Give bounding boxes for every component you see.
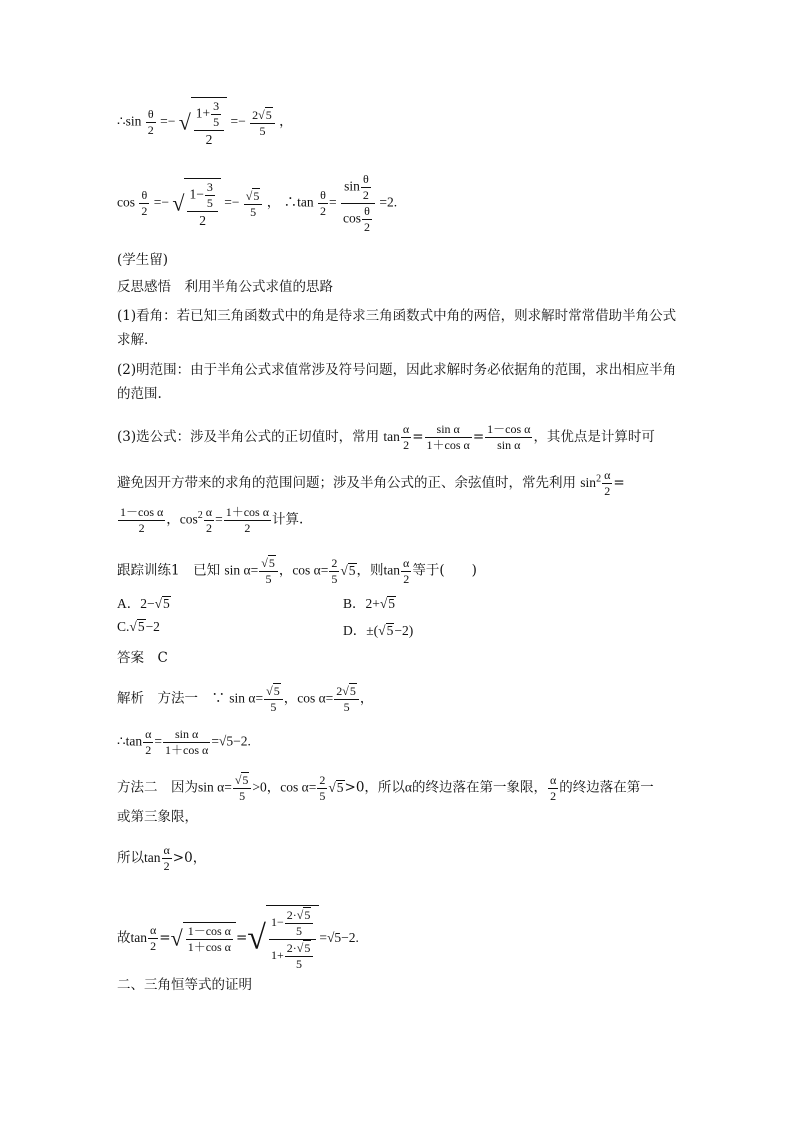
method2: 方法二 因为sin α= $\frac{√5}{5}$ >0，cos α= $\frac{2}{5}$ √5>0，所以α的终边落在第一象限， $\frac{\alpha}{2}$ 的终边落在第一 [117, 772, 654, 803]
1minuscos-over-sin: $\frac{\text{1－cos α}}{\text{sin α}}$ [487, 422, 531, 452]
fraction-root5-over-5: $\frac{√5}{5}$ [244, 188, 263, 220]
alpha-over-2: $\frac{\alpha}{2}$ [403, 555, 410, 586]
then-text: ，则 [356, 562, 384, 579]
fraction-theta-over-2: $\frac{\theta}{2}$ [320, 188, 327, 218]
sin-over-1pluscos: $\frac{\text{sin α}}{\text{1＋cos α}}$ [165, 727, 209, 757]
equals-neg: =− [153, 194, 169, 210]
alpha-over-2: $\frac{\alpha}{2}$ [550, 772, 557, 803]
inner-fraction: 1+ $\frac{3}{5}$ 2 [194, 99, 224, 148]
root5-over-5: $\frac{√5}{5}$ [259, 555, 278, 587]
reflection-p1: (1)看角：若已知三角函数式中的角是待求三角函数式中角的两倍，则求解时常常借助半角公式求解. [117, 308, 677, 348]
fraction-2root5-over-5: $\frac{2√5}{5}$ [250, 107, 275, 139]
1minuscos-over-2: $\frac{\text{1－cos α}}{2}$ [120, 505, 164, 535]
so-suffix: >0， [172, 850, 207, 866]
2root5-over-5: $\frac{2√5}{5}$ [334, 683, 359, 715]
sin-half-theta-line [117, 97, 293, 148]
alpha-over-2: $\frac{\alpha}{2}$ [145, 727, 152, 757]
inner-fraction: 1− $\frac{3}{5}$ 2 [187, 180, 217, 229]
method2-prefix: 方法二 因为 [117, 779, 198, 796]
cos-label: cos [117, 194, 135, 210]
section-heading: 二、三角恒等式的证明 [117, 977, 252, 993]
analysis-text: 解析 方法一 ∵ [117, 690, 225, 707]
tan-label: ∴tan [283, 194, 314, 210]
equals-result: =− [224, 194, 240, 210]
sin-over-1pluscos: $\frac{\text{sin α}}{\text{1＋cos α}}$ [426, 422, 470, 452]
alpha-over-2: $\frac{\alpha}{2}$ [402, 422, 410, 452]
sqrt-ratio: √ $\frac{\text{1－cos α}}{\text{1＋cos α}}$ [171, 922, 236, 955]
reflection-p3-line2: 避免因开方带来的求角的范围问题；涉及半角公式的正、余弦值时，常先利用 $\sin^2$ $\frac{\alpha}{2}$ = [117, 468, 625, 498]
so-prefix: 所以 [117, 850, 144, 866]
option-b[interactable]: B．2+√5 [343, 596, 396, 611]
exercise-title-text: 跟踪训练1 已知 [117, 562, 221, 579]
reflection-p3-line3: $\frac{\text{1－cos α}}{2}$ ，$\cos^2$ $\frac{\alpha}{2}$ = $\frac{\text{1＋cos α}}{2}$ 计算. [120, 505, 304, 535]
method1-value: =√5−2. [211, 733, 251, 749]
sqrt-nested: √ 1− $\frac{2\cdot√5}{5}$ 1+ $\frac{2\cdot√5}{5}$ [247, 905, 319, 972]
analysis-method1: 解析 方法一 ∵ sin α= $\frac{√5}{5}$ ，cos α= $\frac{2√5}{5}$ ， [117, 684, 374, 714]
equals-neg: =− [160, 113, 176, 129]
final-line: 故tan $\frac{\alpha}{2}$ =√ $\frac{\text{1－cos α}}{\text{1＋cos α}}$ =√ 1− $\frac{2\cdot√5}{5}$ 1+ $\frac{2\cdot√5}{5}$ =√5−2. [117, 905, 359, 972]
fraction-theta-over-2: $\frac{\theta}{2}$ [147, 107, 154, 137]
method1-result: ∴tan $\frac{\alpha}{2}$ = $\frac{\text{sin α}}{\text{1＋cos α}}$ =√5−2. [117, 727, 251, 757]
answer: 答案 C [117, 650, 168, 666]
method2-mid: >0，所以 [344, 779, 405, 796]
option-a[interactable]: A．2−√5 [117, 596, 170, 611]
sqrt-expression: √ 1+ $\frac{3}{5}$ 2 [179, 97, 227, 148]
method2-line2: 或第三象限， [117, 809, 198, 825]
equals-text: 等于( ) [412, 562, 477, 579]
option-d[interactable]: D．±(√5−2) [343, 623, 414, 638]
p3-line2-text: 避免因开方带来的求角的范围问题；涉及半角公式的正、余弦值时，常先利用 [117, 475, 576, 491]
reflection-p3: (3)选公式：涉及半角公式的正切值时，常用 tan $\frac{\alpha}{2}$ = $\frac{\text{sin α}}{\text{1＋cos α}}$ = $\frac{\text{1－cos α}}{\text{sin α}}$ ，其优点是计算时可 [117, 422, 655, 452]
reflection-heading: 反思感悟 利用半角公式求值的思路 [117, 279, 333, 295]
root5-over-5: $\frac{√5}{5}$ [233, 772, 252, 804]
method2-tail2: 的终边落在第一 [559, 779, 654, 796]
comma: ， [278, 562, 293, 579]
result-2: =2. [379, 194, 398, 210]
option-c[interactable]: C.√5−2 [117, 619, 160, 634]
reflection-p2: (2)明范围：由于半角公式求值常涉及符号问题，因此求解时务必依据角的范围，求出相应半角的范围. [117, 362, 677, 402]
sin-label: ∴sin [117, 113, 142, 129]
sqrt-expression: √ 1− $\frac{3}{5}$ 2 [172, 178, 220, 229]
exercise-title: 跟踪训练1 已知 sin α= $\frac{√5}{5}$ ，cos α= $\frac{2}{5}$ √5，则tan $\frac{\alpha}{2}$ 等于( ) [117, 555, 477, 586]
therefore-prefix: 故 [117, 930, 131, 946]
final-value: =√5−2. [319, 930, 359, 945]
2-over-5: $\frac{2}{5}$ [319, 772, 326, 803]
calc-text: 计算. [272, 511, 304, 528]
p3-suffix: ，其优点是计算时可 [533, 429, 655, 445]
p3-prefix: (3)选公式：涉及半角公式的正切值时，常用 [117, 429, 380, 445]
comma: ， [279, 113, 293, 129]
sin-over-cos: sin $\frac{\theta}{2}$ cos $\frac{\theta}{2}$ [341, 172, 375, 235]
1pluscos-over-2: $\frac{\text{1＋cos α}}{2}$ [225, 505, 270, 535]
alpha-over-2: $\frac{\alpha}{2}$ [205, 505, 213, 535]
cos-half-theta-line: cos $\frac{\theta}{2}$ =− √ 1− $\frac{3}{5}$ 2 =− $\frac{√5}{5}$ ， ∴tan $\frac{\theta}{2}$ = sin $\frac{\theta}{2}$ cos $\frac{\theta}{2}$ =2. [117, 172, 398, 234]
root5-over-5: $\frac{√5}{5}$ [264, 683, 283, 715]
fraction-theta-over-2: $\frac{\theta}{2}$ [141, 188, 148, 218]
2-over-5: $\frac{2}{5}$ [331, 555, 338, 586]
so-line: 所以tan $\frac{\alpha}{2}$ >0， [117, 843, 207, 873]
alpha-over-2: $\frac{\alpha}{2}$ [163, 843, 170, 873]
method2-tail: 的终边落在第一象限， [412, 779, 547, 796]
student-note: (学生留) [117, 252, 169, 268]
alpha-over-2: $\frac{\alpha}{2}$ [150, 923, 157, 953]
alpha-over-2: $\frac{\alpha}{2}$ [604, 468, 611, 498]
comma: ， [266, 194, 281, 210]
equals-result: =− [230, 113, 246, 129]
